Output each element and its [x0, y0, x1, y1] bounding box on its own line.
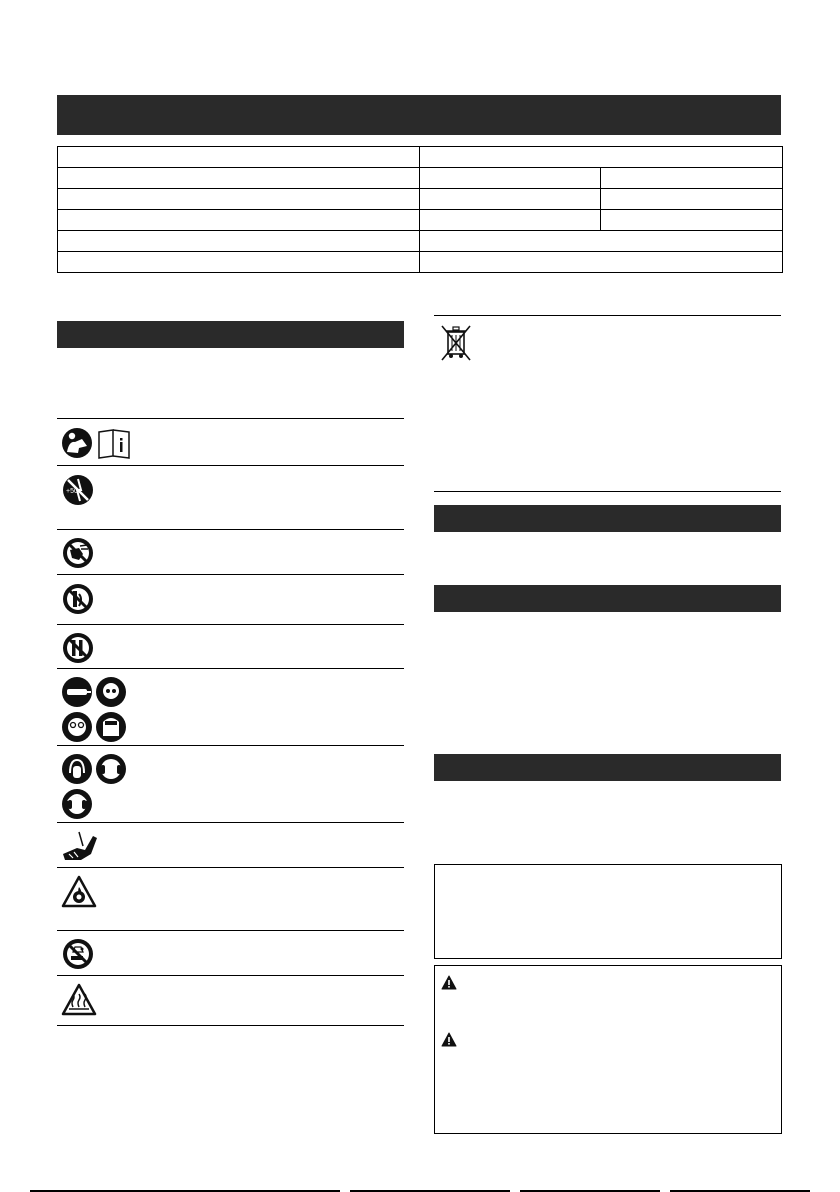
symbol-row — [57, 419, 404, 466]
warning-triangle-icon — [441, 1032, 457, 1052]
table-row — [58, 147, 783, 168]
table-row — [58, 252, 783, 273]
no-metal-blade-icon — [61, 631, 95, 670]
ear-protection-icon — [61, 753, 131, 826]
symbols-intro — [57, 352, 404, 412]
table-row — [58, 189, 783, 210]
table-row — [58, 231, 783, 252]
symbol-row — [57, 466, 404, 530]
table-cell — [420, 231, 783, 252]
table-cell — [601, 168, 783, 189]
symbol-row — [57, 823, 404, 868]
crossed-bin-icon — [438, 322, 474, 367]
table-cell — [58, 168, 420, 189]
no-flail-icon — [61, 582, 95, 621]
table-row — [58, 210, 783, 231]
fire-hazard-warning-icon — [61, 875, 97, 914]
eye-protection-icon — [61, 676, 131, 749]
specification-table — [57, 146, 783, 273]
no-bystanders-icon — [61, 937, 95, 976]
symbol-row — [57, 931, 404, 976]
symbol-row — [57, 976, 404, 1026]
warning-triangle-icon — [441, 975, 457, 995]
table-cell — [601, 189, 783, 210]
weee-text — [484, 322, 780, 482]
table-row — [58, 168, 783, 189]
section-a-heading-text — [434, 505, 781, 517]
table-cell — [58, 147, 420, 168]
symbol-row — [57, 868, 404, 931]
symbol-row — [57, 746, 404, 823]
no-reaching-hand-icon — [61, 536, 95, 575]
divider — [434, 315, 781, 316]
table-cell — [420, 168, 601, 189]
symbols-heading-text — [57, 321, 404, 333]
svg-text:+50: +50 — [66, 488, 78, 495]
hand-cut-hazard-icon — [61, 830, 101, 869]
table-cell — [420, 252, 783, 273]
section-b-heading-text — [434, 585, 781, 597]
section-a-heading — [434, 505, 781, 532]
table-cell — [58, 231, 420, 252]
warning-box — [434, 965, 782, 1134]
section-b-heading — [434, 585, 781, 612]
symbols-section-heading — [57, 321, 404, 348]
table-cell — [420, 147, 783, 168]
divider — [434, 491, 781, 492]
header-banner-text — [57, 95, 781, 115]
note-box-text — [435, 865, 781, 881]
section-c-heading-text — [434, 754, 781, 766]
symbol-row — [57, 669, 404, 746]
header-banner — [57, 95, 781, 135]
note-box — [434, 864, 782, 959]
symbol-row — [57, 625, 404, 669]
read-manual-icon — [61, 426, 141, 465]
section-b-text — [434, 618, 781, 748]
symbol-row — [57, 575, 404, 625]
section-c-text — [434, 787, 781, 857]
table-cell — [58, 189, 420, 210]
table-cell — [420, 189, 601, 210]
section-a-text — [434, 538, 781, 578]
section-c-heading — [434, 754, 781, 781]
table-cell — [58, 210, 420, 231]
hot-surface-icon — [61, 983, 97, 1022]
symbol-row — [57, 530, 404, 575]
table-cell — [601, 210, 783, 231]
table-cell — [58, 252, 420, 273]
table-cell — [420, 210, 601, 231]
no-electric-connection-icon — [61, 473, 95, 512]
